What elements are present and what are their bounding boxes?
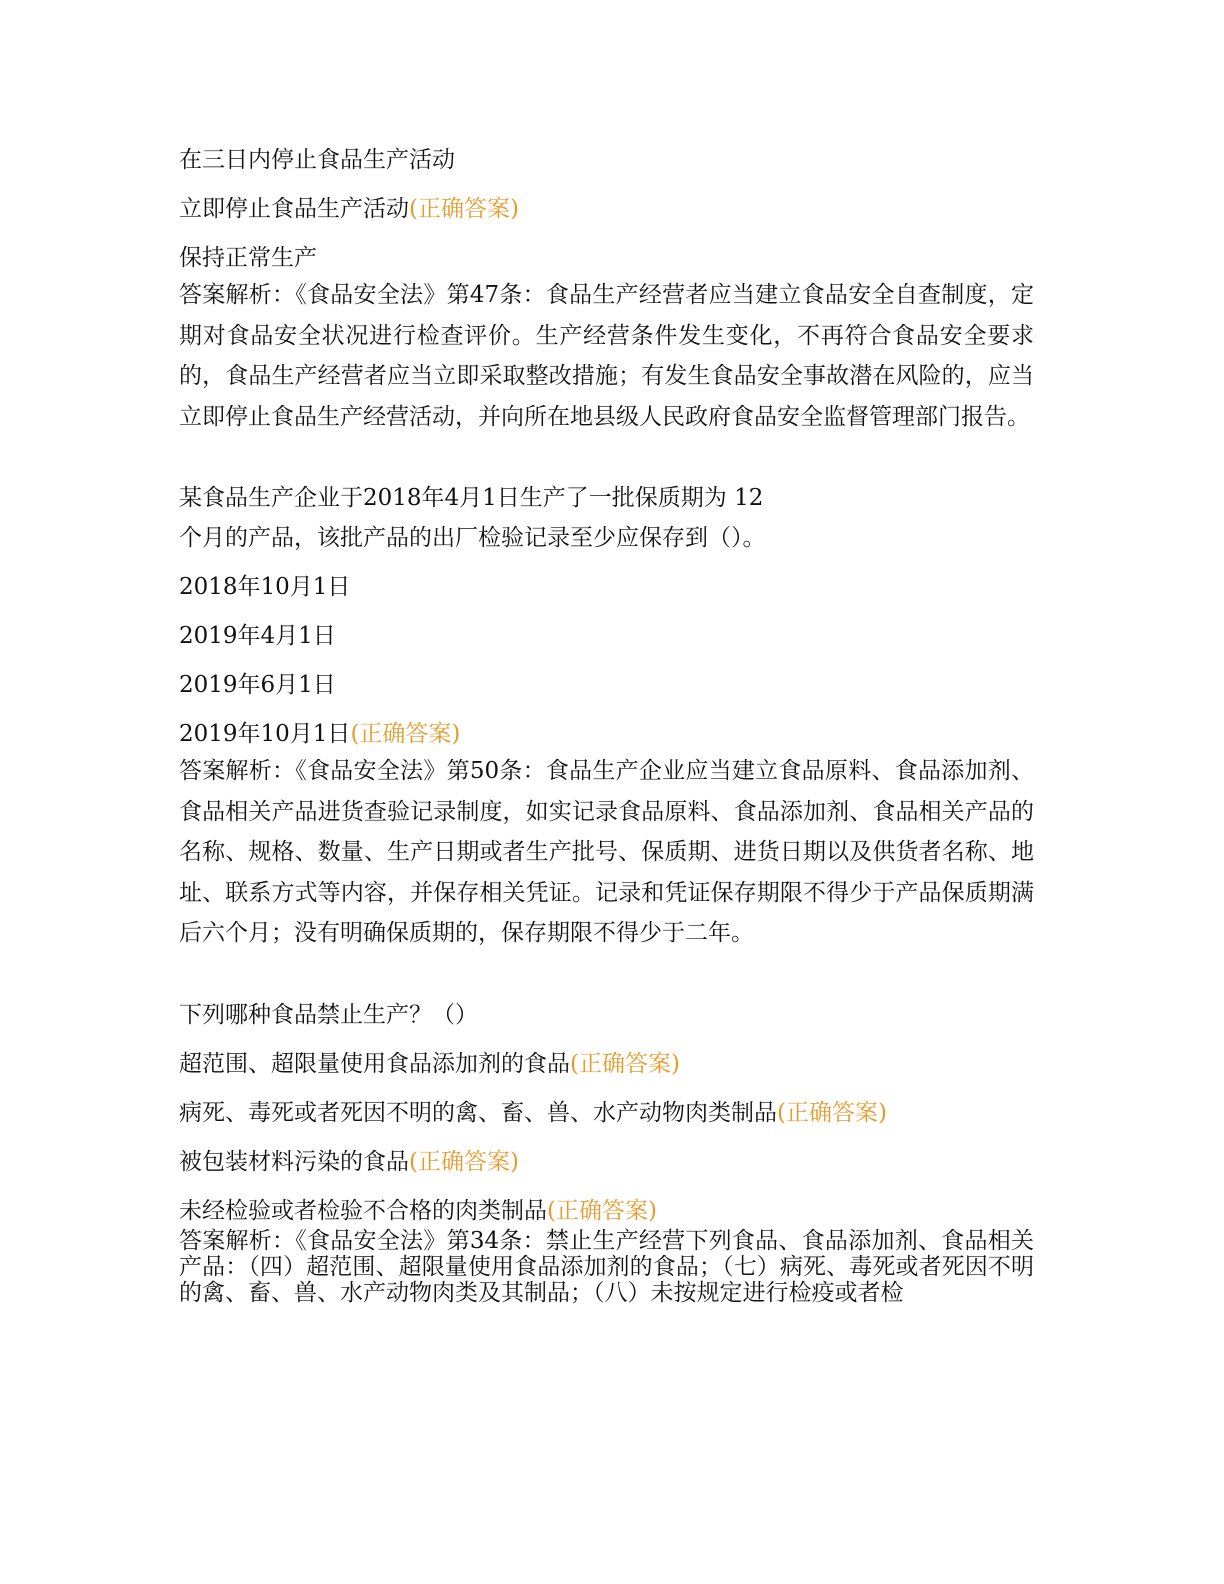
answer-explanation-2: 答案解析：《食品安全法》第50条：食品生产企业应当建立食品原料、食品添加剂、食品相关产品进货查验记录制度，如实记录食品原料、食品添加剂、食品相关产品的名称、规格、数量、生产日期或者生产批号、保质期、进货日期以及供货者名称、地址、联系方式等内容，并保存相关凭证。记录和凭证保存期限不得少于产品保质期满后六个月；没有明确保质期的，保存期限不得少于二年。 [179,758,1034,946]
option-1-a[interactable]: 在三日内停止食品生产活动 [179,147,455,173]
correct-answer-marker: (正确答案) [570,1050,680,1077]
question-text-2: 某食品生产企业于2018年4月1日生产了一批保质期为 12 个月的产品，该批产品的出厂检验记录至少应保存到（）。 [179,485,766,551]
correct-answer-marker: (正确答案) [777,1099,887,1126]
option-3-a[interactable]: 超范围、超限量使用食品添加剂的食品(正确答案) [179,1050,680,1077]
option-2-c[interactable]: 2019年6月1日 [179,672,336,698]
option-1-b[interactable]: 立即停止食品生产活动(正确答案) [179,196,519,222]
question-block-2 [179,483,1039,954]
answer-explanation-1: 答案解析：《食品安全法》第47条：食品生产经营者应当建立食品安全自查制度，定期对食品安全状况进行检查评价。生产经营条件发生变化，不再符合食品安全要求的，食品生产经营者应当立即采取整改措施；有发生食品安全事故潜在风险的，应当立即停止食品生产经营活动，并向所在地县级人民政府食品安全监督管理部门报告。 [179,282,1034,430]
answer-explanation-3: 答案解析：《食品安全法》第34条：禁止生产经营下列食品、食品添加剂、食品相关产品：（四）超范围、超限量使用食品添加剂的食品；（七）病死、毒死或者死因不明的禽、畜、兽、水产动物肉类及其制品；（八）未按规定进行检疫或者检 [179,1227,1034,1306]
option-2-a[interactable]: 2018年10月1日 [179,574,351,600]
option-3-d[interactable]: 未经检验或者检验不合格的肉类制品(正确答案) [179,1197,657,1224]
correct-answer-marker: (正确答案) [409,1148,519,1175]
question-block-3 [179,1000,1039,1306]
option-1-c[interactable]: 保持正常生产 [179,245,317,271]
document-page [179,145,1039,1306]
correct-answer-marker: (正确答案) [409,196,519,222]
option-2-b[interactable]: 2019年4月1日 [179,623,336,649]
option-2-d[interactable]: 2019年10月1日(正确答案) [179,721,461,747]
option-3-b[interactable]: 病死、毒死或者死因不明的禽、畜、兽、水产动物肉类制品(正确答案) [179,1099,887,1126]
option-3-c[interactable]: 被包装材料污染的食品(正确答案) [179,1148,519,1175]
correct-answer-marker: (正确答案) [350,721,461,747]
question-text-3: 下列哪种食品禁止生产？（） [179,1001,478,1028]
correct-answer-marker: (正确答案) [547,1197,657,1224]
question-block-1 [179,145,1039,437]
